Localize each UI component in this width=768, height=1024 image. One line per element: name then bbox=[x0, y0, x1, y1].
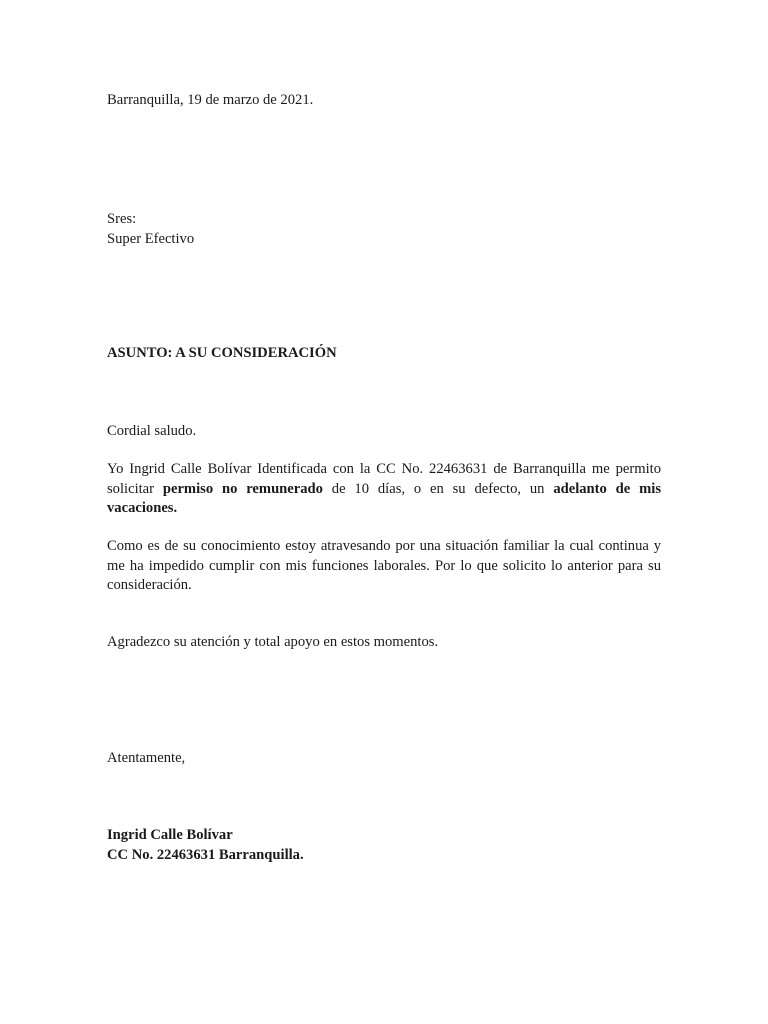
signature-block bbox=[107, 826, 661, 865]
closing: Atentamente, bbox=[107, 750, 186, 766]
paragraph-request-text-1: Yo Ingrid Calle Bolívar Identificada con la CC No. 22463631 de Barranquilla me permito solicitar bbox=[107, 461, 661, 497]
paragraph-situation: Como es de su conocimiento estoy atravesando por una situación familiar la cual continua y me ha impedido cumplir con mis funciones laborales. Por lo que solicito lo anterior para su consideración. bbox=[107, 538, 661, 593]
recipient-salutation: Sres: bbox=[107, 211, 137, 227]
subject-line: ASUNTO: A SU CONSIDERACIÓN bbox=[107, 345, 337, 361]
paragraph-thanks: Agradezco su atención y total apoyo en estos momentos. bbox=[107, 634, 439, 650]
paragraph-request bbox=[107, 460, 661, 519]
paragraph-request-bold-1: permiso no remunerado bbox=[162, 480, 323, 497]
paragraph-request-text-2: de 10 días, o en su defecto, un bbox=[322, 480, 554, 497]
signature-name: Ingrid Calle Bolívar bbox=[107, 827, 233, 843]
paragraph-request-bold-2: adelanto de mis vacaciones. bbox=[107, 480, 661, 516]
place-date: Barranquilla, 19 de marzo de 2021. bbox=[107, 92, 314, 108]
recipient-company: Super Efectivo bbox=[107, 230, 195, 247]
greeting: Cordial saludo. bbox=[107, 423, 197, 439]
signature-id: CC No. 22463631 Barranquilla. bbox=[107, 846, 304, 863]
recipient-block bbox=[107, 210, 661, 249]
